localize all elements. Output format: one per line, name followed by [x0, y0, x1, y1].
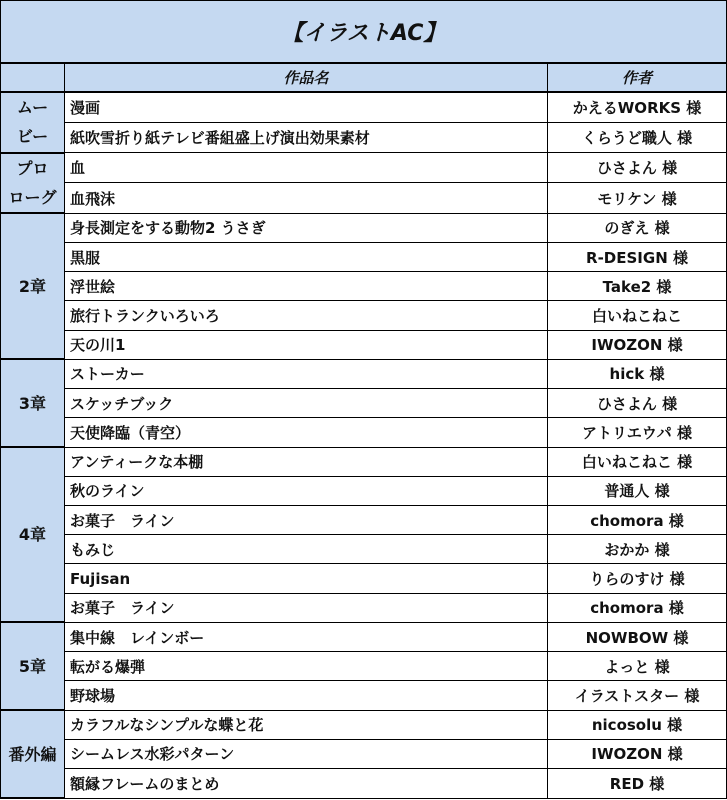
work-title-cell: 漫画 — [65, 92, 548, 123]
sheet-title-row — [1, 1, 727, 63]
table-row — [1, 476, 727, 505]
author-cell: IWOZON 様 — [548, 330, 727, 359]
author-cell: アトリエウパ 様 — [548, 418, 727, 447]
author-cell: おかか 様 — [548, 535, 727, 564]
section-label — [1, 213, 65, 359]
author-column-header: 作者 — [548, 63, 727, 92]
table-row — [1, 447, 727, 476]
table-row — [1, 92, 727, 123]
table-row — [1, 535, 727, 564]
table-row — [1, 330, 727, 359]
section-label-line: ムー — [16, 98, 49, 118]
work-title-cell: 額縁フレームのまとめ — [65, 769, 548, 798]
work-title-cell: 天の川1 — [65, 330, 548, 359]
table-row — [1, 564, 727, 593]
author-cell: くらうど職人 様 — [548, 123, 727, 153]
table-row — [1, 213, 727, 242]
section-label-line: 2章 — [18, 276, 47, 296]
work-title-cell: 浮世絵 — [65, 272, 548, 301]
table-row — [1, 242, 727, 271]
work-title-cell: 旅行トランクいろいろ — [65, 301, 548, 330]
table-row — [1, 123, 727, 153]
section-label — [1, 359, 65, 447]
work-title-cell: スケッチブック — [65, 389, 548, 418]
work-title-cell: 野球場 — [65, 681, 548, 710]
section-label-line: ローグ — [8, 187, 57, 207]
author-cell: イラストスター 様 — [548, 681, 727, 710]
work-title-cell: シームレス水彩パターン — [65, 739, 548, 768]
work-title-cell: ストーカー — [65, 359, 548, 388]
work-title-cell: 天使降臨（青空） — [65, 418, 548, 447]
work-title-cell: アンティークな本棚 — [65, 447, 548, 476]
table-row — [1, 652, 727, 681]
section-label-line: 3章 — [18, 393, 47, 413]
author-cell: りらのすけ 様 — [548, 564, 727, 593]
table-row — [1, 622, 727, 651]
author-cell: Take2 様 — [548, 272, 727, 301]
author-cell: ひさよん 様 — [548, 389, 727, 418]
table-row — [1, 272, 727, 301]
table-row — [1, 153, 727, 183]
work-title-cell: 秋のライン — [65, 476, 548, 505]
table-row — [1, 769, 727, 798]
table-row — [1, 710, 727, 739]
section-label-line: ビー — [16, 127, 49, 147]
author-cell: よっと 様 — [548, 652, 727, 681]
author-cell: chomora 様 — [548, 593, 727, 622]
author-cell: RED 様 — [548, 769, 727, 798]
table-row — [1, 301, 727, 330]
author-cell: NOWBOW 様 — [548, 622, 727, 651]
section-label — [1, 153, 65, 213]
work-title-cell: 紙吹雪折り紙テレビ番組盛上げ演出効果素材 — [65, 123, 548, 153]
table-row — [1, 418, 727, 447]
work-title-cell: 転がる爆弾 — [65, 652, 548, 681]
section-label — [1, 92, 65, 152]
author-cell: IWOZON 様 — [548, 739, 727, 768]
work-title-cell: Fujisan — [65, 564, 548, 593]
table-row — [1, 389, 727, 418]
work-title-cell: カラフルなシンプルな蝶と花 — [65, 710, 548, 739]
work-title-cell: 血 — [65, 153, 548, 183]
author-cell: かえるWORKS 様 — [548, 92, 727, 123]
author-cell: R-DESIGN 様 — [548, 242, 727, 271]
table-row — [1, 739, 727, 768]
author-cell: 普通人 様 — [548, 476, 727, 505]
section-label — [1, 447, 65, 622]
work-title-cell: お菓子 ライン — [65, 593, 548, 622]
author-cell: モリケン 様 — [548, 183, 727, 213]
author-cell: chomora 様 — [548, 506, 727, 535]
table-row — [1, 681, 727, 710]
author-cell: nicosolu 様 — [548, 710, 727, 739]
author-cell: ひさよん 様 — [548, 153, 727, 183]
author-cell: hick 様 — [548, 359, 727, 388]
sheet-title: 【イラストAC】 — [1, 1, 727, 63]
author-cell: のぎえ 様 — [548, 213, 727, 242]
table-row — [1, 506, 727, 535]
work-title-cell: 集中線 レインボー — [65, 622, 548, 651]
credits-body — [1, 92, 727, 798]
section-label-line: 4章 — [18, 525, 47, 545]
work-title-cell: 血飛沫 — [65, 183, 548, 213]
table-row — [1, 359, 727, 388]
section-label — [1, 710, 65, 798]
title-column-header: 作品名 — [65, 63, 548, 92]
corner-cell — [1, 63, 65, 92]
section-label — [1, 622, 65, 710]
section-label-line: プロ — [16, 158, 49, 178]
section-label-line: 番外編 — [8, 744, 57, 764]
work-title-cell: 身長測定をする動物2 うさぎ — [65, 213, 548, 242]
work-title-cell: お菓子 ライン — [65, 506, 548, 535]
header-row — [1, 63, 727, 92]
work-title-cell: もみじ — [65, 535, 548, 564]
section-label-line: 5章 — [18, 656, 47, 676]
table-row — [1, 593, 727, 622]
author-cell: 白いねこねこ 様 — [548, 447, 727, 476]
table-row — [1, 183, 727, 213]
work-title-cell: 黒服 — [65, 242, 548, 271]
author-cell: 白いねこねこ — [548, 301, 727, 330]
